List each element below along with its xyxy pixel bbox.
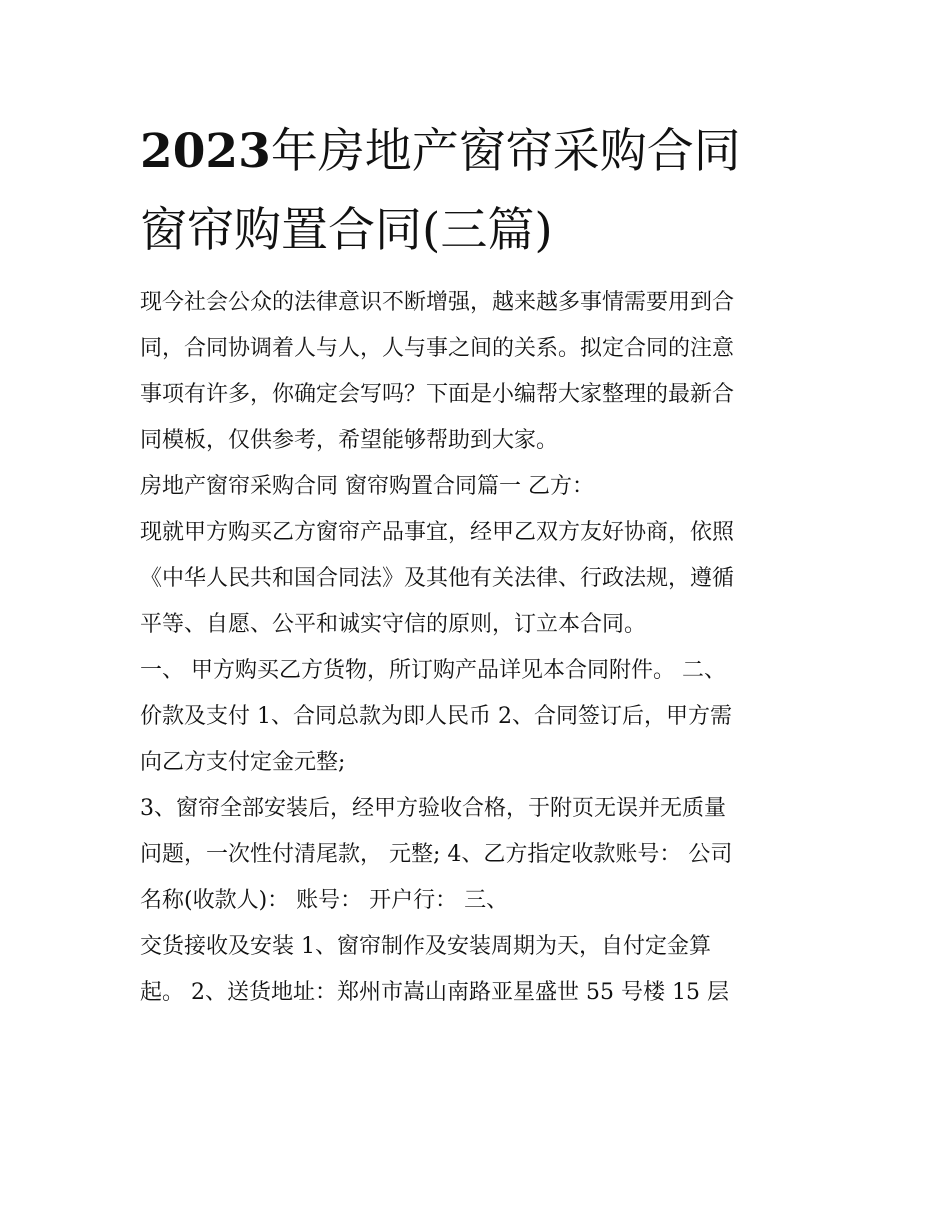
paragraph-heading-part-1: [140, 464, 820, 510]
body-line: 向乙方支付定金元整;: [140, 750, 346, 775]
paragraph-clause-1-2: [140, 648, 820, 786]
paragraph-payment: [140, 786, 820, 924]
body-line: 交货接收及安装 1、窗帘制作及安装周期为天，自付定金算: [140, 934, 711, 959]
body-line: 一、 甲方购买乙方货物，所订购产品详见本合同附件。 二、: [140, 658, 726, 683]
title-year: 2023: [140, 124, 271, 179]
document-body: [140, 280, 820, 1016]
body-line: 事项有许多，你确定会写吗？下面是小编帮大家整理的最新合: [140, 382, 735, 407]
paragraph-delivery: [140, 924, 820, 1016]
body-line: 起。 2、送货地址：郑州市嵩山南路亚星盛世 55 号楼 15 层: [140, 980, 729, 1005]
body-line: 同，合同协调着人与人，人与事之间的关系。拟定合同的注意: [140, 336, 735, 361]
title-line-1-text: 年房地产窗帘采购合同: [270, 124, 741, 179]
body-line: 问题，一次性付清尾款， 元整; 4、乙方指定收款账号： 公司: [140, 842, 733, 867]
body-line: 同模板，仅供参考，希望能够帮助到大家。: [140, 428, 559, 453]
document-title: [140, 112, 840, 270]
title-line-1: [140, 112, 840, 191]
paragraph-preamble: [140, 510, 820, 648]
body-line: 名称(收款人)： 账号： 开户行： 三、: [140, 888, 509, 913]
body-line: 现今社会公众的法律意识不断增强，越来越多事情需要用到合: [140, 290, 735, 315]
paragraph-intro: [140, 280, 820, 464]
body-line: 平等、自愿、公平和诚实守信的原则，订立本合同。: [140, 612, 647, 637]
body-line: 房地产窗帘采购合同 窗帘购置合同篇一 乙方：: [140, 474, 594, 499]
body-line: 《中华人民共和国合同法》及其他有关法律、行政法规，遵循: [140, 566, 735, 591]
title-line-2: 窗帘购置合同(三篇): [140, 203, 553, 258]
body-line: 3、窗帘全部安装后，经甲方验收合格，于附页无误并无质量: [140, 796, 726, 821]
body-line: 价款及支付 1、合同总款为即人民币 2、合同签订后，甲方需: [140, 704, 732, 729]
body-line: 现就甲方购买乙方窗帘产品事宜，经甲乙双方友好协商，依照: [140, 520, 735, 545]
